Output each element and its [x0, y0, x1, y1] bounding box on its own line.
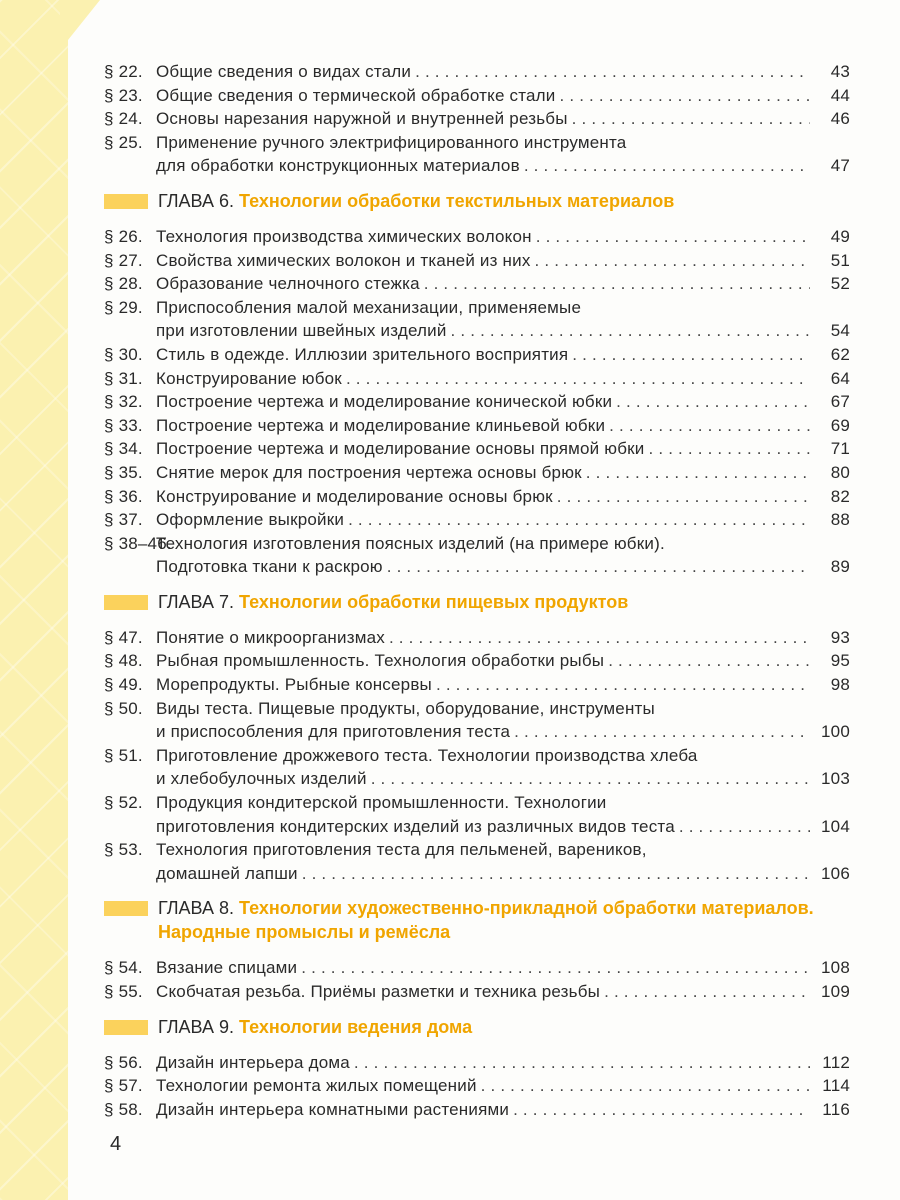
leader-dots	[415, 60, 810, 84]
section-body	[156, 437, 850, 461]
chapter-title: Технологии художественно-прикладной обработки материалов. Народные промыслы и ремёсла	[158, 898, 814, 943]
decorative-margin-band	[0, 0, 68, 1200]
section-body	[156, 343, 850, 367]
toc-entry[interactable]	[104, 791, 850, 838]
chapter-heading	[104, 896, 850, 944]
section-number: § 31.	[104, 368, 143, 388]
leader-dots	[586, 461, 810, 485]
page-ref: 88	[830, 510, 850, 530]
section-number: § 38–46.	[104, 533, 172, 553]
leader-dots	[371, 767, 810, 791]
section-body	[156, 532, 850, 579]
toc-entry[interactable]	[104, 1098, 850, 1122]
section-line	[156, 272, 850, 296]
section-line	[156, 720, 850, 744]
toc-entry[interactable]	[104, 367, 850, 391]
section-number: § 35.	[104, 462, 143, 482]
page-ref: 71	[830, 439, 850, 459]
section-number: § 32.	[104, 392, 143, 412]
section-line	[156, 956, 850, 980]
section-title-text: и хлебобулочных изделий	[156, 769, 367, 789]
section-body	[156, 249, 850, 273]
page-ref: 46	[830, 109, 850, 129]
toc-entry[interactable]	[104, 461, 850, 485]
leader-dots	[572, 107, 810, 131]
section-line	[156, 84, 850, 108]
leader-dots	[524, 154, 810, 178]
section-number: § 58.	[104, 1099, 143, 1119]
section-number: § 24.	[104, 109, 143, 129]
section-line	[156, 367, 850, 391]
chapter-title: Технологии ведения дома	[238, 1016, 473, 1037]
toc-entry[interactable]	[104, 626, 850, 650]
section-body	[156, 980, 850, 1004]
toc-entry[interactable]	[104, 1074, 850, 1098]
leader-dots	[436, 673, 810, 697]
table-of-contents	[104, 60, 850, 1121]
section-body	[156, 367, 850, 391]
section-body	[156, 60, 850, 84]
chapter-marker	[104, 901, 148, 916]
page-ref: 95	[830, 651, 850, 671]
section-title-text: Технология изготовления поясных изделий (на примере юбки).	[156, 533, 665, 553]
section-title-text: Морепродукты. Рыбные консервы	[156, 675, 432, 695]
section-title-text: Продукция кондитерской промышленности. Технологии	[156, 793, 607, 813]
page-ref: 44	[830, 85, 850, 105]
section-title-text: Построение чертежа и моделирование конической юбки	[156, 392, 613, 412]
section-line	[156, 532, 850, 556]
section-body	[156, 508, 850, 532]
chapter-marker	[104, 595, 148, 610]
section-line	[156, 461, 850, 485]
section-title-text: Рыбная промышленность. Технология обработки рыбы	[156, 651, 605, 671]
section-number: § 55.	[104, 982, 143, 1001]
toc-entry[interactable]	[104, 485, 850, 509]
section-title-text: Снятие мерок для построения чертежа основы брюк	[156, 462, 582, 482]
leader-dots	[389, 626, 810, 650]
section-title-text: Подготовка ткани к раскрою	[156, 557, 383, 577]
section-body	[156, 673, 850, 697]
section-body	[156, 626, 850, 650]
section-body	[156, 84, 850, 108]
toc-entry[interactable]	[104, 84, 850, 108]
section-line	[156, 1051, 850, 1075]
section-title-text: Дизайн интерьера дома	[156, 1052, 350, 1072]
toc-entry[interactable]	[104, 60, 850, 84]
page-ref: 80	[830, 462, 850, 482]
chapter-heading	[104, 189, 850, 213]
chapter-label: ГЛАВА 8.	[158, 898, 239, 919]
section-title-text: Построение чертежа и моделирование клиньевой юбки	[156, 415, 606, 435]
toc-entry[interactable]	[104, 838, 850, 885]
section-title-text: Общие сведения о термической обработке стали	[156, 85, 556, 105]
section-body	[156, 390, 850, 414]
page-ref: 69	[830, 415, 850, 435]
section-body	[156, 461, 850, 485]
page-ref: 109	[821, 982, 850, 1001]
toc-entry[interactable]	[104, 296, 850, 343]
page-ref: 54	[830, 321, 850, 341]
toc-entry[interactable]	[104, 697, 850, 744]
page-number: 4	[110, 1133, 122, 1155]
section-number: § 51.	[104, 745, 143, 765]
toc-entry[interactable]	[104, 744, 850, 791]
section-title-text: Общие сведения о видах стали	[156, 62, 412, 81]
section-number: § 57.	[104, 1076, 143, 1096]
leader-dots	[302, 862, 810, 886]
section-line	[156, 815, 850, 839]
section-body	[156, 131, 850, 178]
section-line	[156, 626, 850, 650]
section-line	[156, 249, 850, 273]
section-number: § 22.	[104, 62, 143, 81]
section-title-text: Стиль в одежде. Иллюзии зрительного восприятия	[156, 344, 569, 364]
section-body	[156, 272, 850, 296]
section-number: § 47.	[104, 627, 143, 647]
section-line	[156, 107, 850, 131]
page-ref: 64	[830, 368, 850, 388]
section-number: § 29.	[104, 297, 143, 317]
section-number: § 48.	[104, 651, 143, 671]
section-body	[156, 1051, 850, 1075]
section-line	[156, 1074, 850, 1098]
section-line	[156, 154, 850, 178]
section-line	[156, 1098, 850, 1122]
section-body	[156, 1098, 850, 1122]
section-title-text: и приспособления для приготовления теста	[156, 722, 511, 742]
toc-entry[interactable]	[104, 437, 850, 461]
section-title-text: Вязание спицами	[156, 958, 298, 978]
page-ref: 52	[830, 274, 850, 294]
page-ref: 106	[821, 863, 850, 883]
section-line	[156, 767, 850, 791]
section-title-text: Понятие о микроорганизмах	[156, 627, 385, 647]
section-line	[156, 791, 850, 815]
section-body	[156, 697, 850, 744]
page-ref: 82	[830, 486, 850, 506]
leader-dots	[346, 367, 810, 391]
section-line	[156, 980, 850, 1004]
section-number: § 26.	[104, 226, 143, 246]
page-ref: 103	[821, 769, 850, 789]
section-title-text: Оформление выкройки	[156, 510, 345, 530]
toc-entry[interactable]	[104, 107, 850, 131]
section-title-text: Построение чертежа и моделирование основы прямой юбки	[156, 439, 645, 459]
section-body	[156, 956, 850, 980]
section-line	[156, 485, 850, 509]
chapter-text	[158, 896, 850, 944]
leader-dots	[616, 390, 810, 414]
section-line	[156, 862, 850, 886]
section-body	[156, 225, 850, 249]
section-body	[156, 414, 850, 438]
leader-dots	[424, 272, 810, 296]
toc-entry[interactable]	[104, 649, 850, 673]
section-number: § 49.	[104, 675, 143, 695]
section-line	[156, 437, 850, 461]
section-number: § 30.	[104, 344, 143, 364]
section-number: § 52.	[104, 793, 143, 813]
section-title-text: Технологии ремонта жилых помещений	[156, 1076, 477, 1096]
toc-entry[interactable]	[104, 980, 850, 1004]
section-title-text: приготовления кондитерских изделий из различных видов теста	[156, 816, 675, 836]
section-line	[156, 744, 850, 768]
section-number: § 27.	[104, 250, 143, 270]
section-body	[156, 791, 850, 838]
toc-entry[interactable]	[104, 249, 850, 273]
toc-entry[interactable]	[104, 956, 850, 980]
section-number: § 23.	[104, 85, 143, 105]
section-title-text: при изготовлении швейных изделий	[156, 321, 447, 341]
toc-entry[interactable]	[104, 1051, 850, 1075]
leader-dots	[513, 1098, 810, 1122]
page-ref: 93	[830, 627, 850, 647]
toc-entry[interactable]	[104, 272, 850, 296]
section-line	[156, 649, 850, 673]
leader-dots	[481, 1074, 810, 1098]
section-title-text: Дизайн интерьера комнатными растениями	[156, 1099, 510, 1119]
chapter-title: Технологии обработки пищевых продуктов	[238, 591, 629, 612]
section-number: § 34.	[104, 439, 143, 459]
leader-dots	[354, 1051, 810, 1075]
section-title-text: Технология приготовления теста для пельменей, вареников,	[156, 840, 647, 860]
page-ref: 98	[830, 675, 850, 695]
toc-entry[interactable]	[104, 343, 850, 367]
leader-dots	[535, 249, 810, 273]
leader-dots	[536, 225, 810, 249]
section-title-text: Скобчатая резьба. Приёмы разметки и техника резьбы	[156, 982, 601, 1001]
page-ref: 62	[830, 344, 850, 364]
section-title-text: Образование челночного стежка	[156, 274, 420, 294]
leader-dots	[608, 649, 810, 673]
section-number: § 33.	[104, 415, 143, 435]
toc-entry[interactable]	[104, 131, 850, 178]
page-ref: 104	[821, 816, 850, 836]
section-line	[156, 296, 850, 320]
section-body	[156, 744, 850, 791]
section-number: § 28.	[104, 274, 143, 294]
section-number: § 54.	[104, 958, 143, 978]
chapter-heading	[104, 1015, 850, 1039]
section-number: § 50.	[104, 698, 143, 718]
section-body	[156, 296, 850, 343]
toc-entry[interactable]	[104, 532, 850, 579]
page-ref: 89	[830, 557, 850, 577]
section-line	[156, 697, 850, 721]
section-line	[156, 414, 850, 438]
toc-entry[interactable]	[104, 225, 850, 249]
chapter-text	[158, 1015, 472, 1039]
section-title-text: Виды теста. Пищевые продукты, оборудование, инструменты	[156, 698, 655, 718]
chapter-label: ГЛАВА 9.	[158, 1016, 239, 1037]
section-body	[156, 838, 850, 885]
page-ref: 116	[822, 1099, 850, 1119]
toc-entry[interactable]	[104, 508, 850, 532]
section-body	[156, 107, 850, 131]
leader-dots	[451, 319, 810, 343]
section-title-text: Приспособления малой механизации, применяемые	[156, 297, 582, 317]
page-ref: 100	[821, 722, 850, 742]
leader-dots	[387, 555, 810, 579]
page-ref: 114	[822, 1076, 850, 1096]
section-line	[156, 838, 850, 862]
section-number: § 56.	[104, 1052, 143, 1072]
section-title-text: Технология производства химических волокон	[156, 226, 532, 246]
chapter-text	[158, 590, 628, 614]
section-title-text: Приготовление дрожжевого теста. Технологии производства хлеба	[156, 745, 698, 765]
page-ref: 51	[830, 250, 850, 270]
leader-dots	[348, 508, 810, 532]
section-line	[156, 673, 850, 697]
chapter-label: ГЛАВА 6.	[158, 190, 239, 211]
section-number: § 37.	[104, 510, 143, 530]
page-ref: 108	[821, 958, 850, 978]
section-title-text: Конструирование и моделирование основы брюк	[156, 486, 553, 506]
section-body	[156, 485, 850, 509]
page-ref: 67	[830, 392, 850, 412]
page-ref: 112	[822, 1052, 850, 1072]
section-title-text: домашней лапши	[156, 863, 298, 883]
page-ref: 43	[830, 62, 850, 81]
section-title-text: Основы нарезания наружной и внутренней резьбы	[156, 109, 568, 129]
chapter-marker	[104, 194, 148, 209]
section-number: § 53.	[104, 840, 143, 860]
section-line	[156, 319, 850, 343]
chapter-heading	[104, 590, 850, 614]
leader-dots	[609, 414, 810, 438]
toc-entry[interactable]	[104, 414, 850, 438]
chapter-text	[158, 189, 674, 213]
leader-dots	[514, 720, 810, 744]
page-ref: 47	[830, 156, 850, 176]
section-line	[156, 555, 850, 579]
leader-dots	[604, 980, 810, 1004]
section-line	[156, 508, 850, 532]
leader-dots	[560, 84, 811, 108]
toc-entry[interactable]	[104, 390, 850, 414]
leader-dots	[301, 956, 810, 980]
section-line	[156, 343, 850, 367]
decorative-corner	[60, 0, 100, 50]
section-line	[156, 131, 850, 155]
toc-entry[interactable]	[104, 673, 850, 697]
section-line	[156, 225, 850, 249]
chapter-marker	[104, 1020, 148, 1035]
section-body	[156, 1074, 850, 1098]
leader-dots	[557, 485, 810, 509]
leader-dots	[572, 343, 810, 367]
chapter-label: ГЛАВА 7.	[158, 591, 239, 612]
leader-dots	[649, 437, 811, 461]
page-ref: 49	[830, 226, 850, 246]
section-number: § 25.	[104, 132, 143, 152]
section-body	[156, 649, 850, 673]
chapter-title: Технологии обработки текстильных материалов	[238, 190, 675, 211]
section-line	[156, 60, 850, 84]
section-title-text: Применение ручного электрифицированного инструмента	[156, 132, 627, 152]
section-title-text: Свойства химических волокон и тканей из них	[156, 250, 531, 270]
section-title-text: для обработки конструкционных материалов	[156, 156, 520, 176]
section-line	[156, 390, 850, 414]
leader-dots	[679, 815, 810, 839]
section-number: § 36.	[104, 486, 143, 506]
section-title-text: Конструирование юбок	[156, 368, 342, 388]
